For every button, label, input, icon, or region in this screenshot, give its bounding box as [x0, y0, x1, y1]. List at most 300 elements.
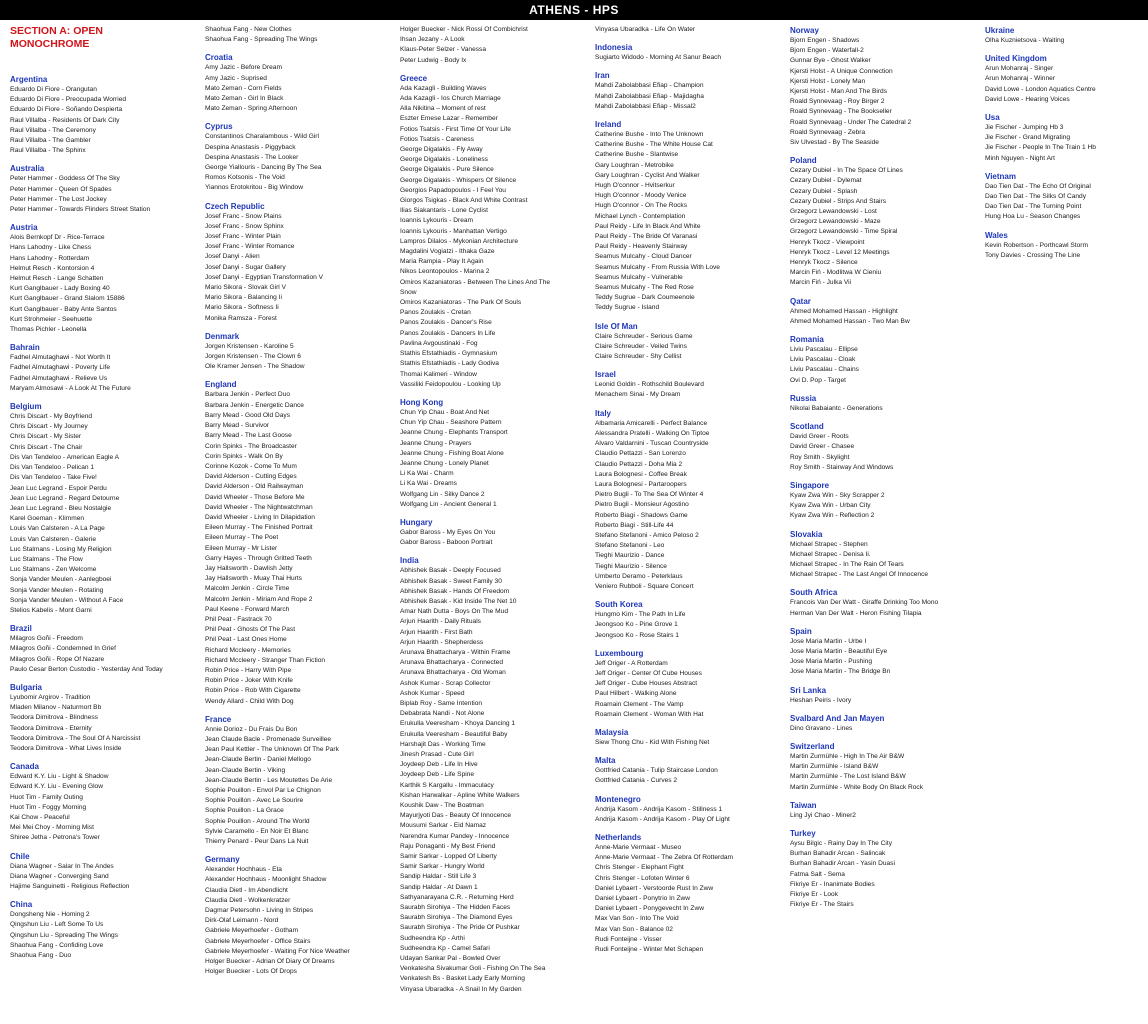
entry-item: Claire Schreuder - Serious Game: [595, 332, 693, 340]
country-group: [790, 25, 980, 148]
entry-item: Mladen Milanov - Naturmort Bb: [10, 704, 102, 712]
entry-item: Thomai Kalimeri - Window: [400, 370, 477, 378]
entry-item: Daniel Lybaert - Ponygevecht In Zww: [595, 905, 704, 913]
entry-item: Arun Mohanraj - Winner: [985, 75, 1055, 83]
entry-item: Seamus Mulcahy - Cloud Dancer: [595, 253, 692, 261]
entry-item: Corin Spinks - The Broadcaster: [205, 442, 297, 450]
country-heading: Malta: [595, 756, 616, 766]
entry-item: David Alderson - Cutting Edges: [205, 473, 297, 481]
entry-item: Fadhel Almutaghawi - Poverty Life: [10, 364, 111, 372]
entry-item: Huot Tim - Foggy Morning: [10, 803, 87, 811]
entry-item: Jeanne Chung - Elephants Transport: [400, 429, 508, 437]
entry-item: Michael Lynch - Contemplation: [595, 212, 686, 220]
country-group: [205, 25, 395, 45]
entry-item: Alla Nikitina – Moment of rest: [400, 105, 486, 113]
entry-item: George Digalakis - Loneliness: [400, 156, 488, 164]
country-group: [985, 112, 1148, 164]
entry-item: Henryk Tkocz - Level 12 Meetings: [790, 248, 890, 256]
country-heading: Montenegro: [595, 794, 641, 804]
entry-item: Kai Chow - Peaceful: [10, 813, 70, 821]
entry-item: Martin Zurmühle - High In The Air B&W: [790, 752, 905, 760]
entry-item: Henryk Tkocz - Viewpoint: [790, 238, 865, 246]
entry-item: Corinne Kozok - Come To Mum: [205, 462, 297, 470]
results-column-3: [400, 25, 590, 995]
entry-item: Claire Schreuder - Veiled Twins: [595, 342, 687, 350]
entry-item: Burhan Bahadir Arcan - Yasin Duasi: [790, 860, 895, 868]
entry-item: Lyubomir Argirov - Tradition: [10, 693, 91, 701]
entry-item: Arunava Bhattacharya - Within Frame: [400, 648, 511, 656]
country-group: [205, 52, 395, 114]
entry-item: Sudheendra Kp - Arthi: [400, 934, 465, 942]
entry-item: Paul Hilbert - Walking Alone: [595, 690, 677, 698]
entry-item: Chun Yip Chau - Seashore Pattern: [400, 419, 502, 427]
country-heading: England: [205, 380, 237, 390]
entry-item: Jay Hallsworth - Dawlish Jetty: [205, 564, 293, 572]
entry-item: Shiree Jetha - Petrona's Tower: [10, 834, 100, 842]
entry-item: Francois Van Der Watt - Giraffe Drinking Too Mono: [790, 599, 939, 607]
entry-item: Helmut Resch - Lange Schatten: [10, 275, 104, 283]
entry-item: Chris Discart - The Chair: [10, 443, 83, 451]
country-heading: United Kingdom: [985, 54, 1047, 64]
entry-item: Kevin Robertson - Porthcawl Storm: [985, 241, 1088, 249]
entry-item: Edward K.Y. Liu - Evening Glow: [10, 783, 103, 791]
entry-item: Jean Luc Legrand - Espoir Perdu: [10, 484, 107, 492]
entry-item: Sonja Vander Meulen - Rotating: [10, 586, 104, 594]
entry-item: Kurt Ganglbauer - Baby Ante Santos: [10, 305, 117, 313]
country-heading: Hong Kong: [400, 397, 444, 407]
entry-item: Josef Franc - Snow Plains: [205, 212, 282, 220]
entry-item: Gary Loughran - Metrobike: [595, 161, 674, 169]
entry-item: Jeongsoo Ko - Pine Grove 1: [595, 621, 678, 629]
country-heading: Malaysia: [595, 727, 629, 737]
entry-item: Heshan Peiris - Ivory: [790, 696, 852, 704]
entry-item: Martin Zurmühle - Island B&W: [790, 763, 879, 771]
results-column-1: [10, 25, 200, 961]
entry-item: Teddy Sugrue - Dark Coumeenole: [595, 294, 695, 302]
country-group: [790, 296, 980, 327]
entry-item: Paul Reidy - Heavenly Stairway: [595, 243, 688, 251]
country-group: [985, 25, 1148, 46]
entry-item: Fotios Tsatsis - First Time Of Your Life: [400, 125, 511, 133]
entry-item: Panos Zoulakis - Dancers In Life: [400, 329, 496, 337]
page-title: ATHENS - HPS: [529, 3, 619, 17]
entry-item: Milagros Goñi - Condemned In Grief: [10, 645, 116, 653]
entry-item: Chun Yip Chau - Boat And Net: [400, 408, 490, 416]
entry-item: Menachem Sinai - My Dream: [595, 391, 681, 399]
entry-item: Raul Villalba - The Ceremony: [10, 126, 96, 134]
entry-item: Daniel Lybaert - Verstoorde Rust In Zww: [595, 884, 714, 892]
entry-item: Magdalini Vogiatzi - Ithaka Gaze: [400, 248, 495, 256]
entry-item: Holger Buecker - Adrian Of Diary Of Dreams: [205, 958, 335, 966]
entry-item: Karel Goeman - Klimmen: [10, 515, 85, 523]
entry-item: Henryk Tkocz - Silence: [790, 259, 858, 267]
entry-item: Omiros Kazaniatoras - Between The Lines And The Snow: [400, 278, 551, 296]
entry-item: Udayan Sankar Pal - Bowled Over: [400, 955, 501, 963]
entry-item: Jean-Claude Bertin - Daniel Mellogo: [205, 756, 311, 764]
entry-item: Herman Van Der Walt - Heron Fishing Tilapia: [790, 609, 922, 617]
entry-item: Kyaw Zwa Win - Reflection 2: [790, 512, 875, 520]
country-heading: Slovakia: [790, 529, 823, 539]
country-heading: Argentina: [10, 75, 48, 84]
entry-item: Raju Ponaganti - My Best Friend: [400, 842, 496, 850]
entry-item: Paul Keene - Forward March: [205, 605, 290, 613]
entry-item: Pavlina Avgoustinaki - Fog: [400, 339, 478, 347]
entry-item: Luc Stalmans - Zen Welcome: [10, 566, 97, 574]
entry-item: Claudio Pettazzi - San Lorenzo: [595, 450, 686, 458]
country-group: [985, 230, 1148, 261]
entry-item: Giorgos Tsigkas - Black And White Contrast: [400, 197, 528, 205]
country-group: [790, 393, 980, 414]
entry-item: Arjun Haarith - First Bath: [400, 628, 473, 636]
entry-item: Lampros Dilalos - Mykonian Architecture: [400, 237, 519, 245]
country-heading: Russia: [790, 393, 817, 403]
entry-item: Eszter Emese Lazar - Remember: [400, 115, 498, 123]
entry-item: Sandip Haldar - At Dawn 1: [400, 883, 478, 891]
country-heading: South Africa: [790, 588, 838, 598]
entry-item: Kyaw Zwa Win - Urban City: [790, 502, 871, 510]
entry-item: Jeanne Chung - Lonely Planet: [400, 459, 489, 467]
country-heading: Taiwan: [790, 800, 817, 810]
entry-item: George Yiallouris - Dancing By The Sea: [205, 164, 322, 172]
country-heading: Wales: [985, 230, 1008, 240]
entry-item: Andrija Kasom - Andrija Kasom - Stillness 1: [595, 805, 723, 813]
entry-item: Corin Spinks - Walk On By: [205, 452, 283, 460]
entry-item: Dao Tien Dat - The Echo Of Original: [985, 182, 1091, 190]
country-group: [205, 854, 395, 977]
entry-item: Fadhel Almutaghawi - Relieve Us: [10, 374, 108, 382]
entry-item: Amar Nath Dutta - Boys On The Mud: [400, 608, 508, 616]
entry-item: Yiannos Erotokritou - Big Window: [205, 184, 303, 192]
entry-item: Peter Hammer - The Lost Jockey: [10, 195, 107, 203]
entry-item: Kjersti Holst - Man And The Birds: [790, 88, 887, 96]
entry-item: Stefano Stefanoni - Leo: [595, 542, 665, 550]
entry-item: Minh Nguyen - Night Art: [985, 154, 1055, 162]
entry-item: Daniel Lybaert - Ponytrio In Zww: [595, 895, 691, 902]
entry-item: Roberto Biagi - Shadows Game: [595, 511, 688, 519]
entry-item: Sophie Pouillon - Envol Par Le Chignon: [205, 787, 321, 794]
country-group: [790, 713, 980, 734]
country-heading: Luxembourg: [595, 648, 644, 658]
results-column-2: [205, 25, 395, 977]
country-heading: Italy: [595, 408, 612, 418]
entry-item: Romos Kotsonis - The Void: [205, 174, 285, 182]
entry-item: Milagros Goñi - Freedom: [10, 635, 83, 643]
entry-item: Josef Franc - Snow Sphinx: [205, 222, 284, 230]
country-heading: Greece: [400, 73, 428, 83]
country-heading: Iran: [595, 71, 610, 81]
country-group: [595, 70, 785, 112]
entry-item: Amy Jazic - Suprised: [205, 74, 267, 82]
entry-item: Dongsheng Nie - Homing 2: [10, 911, 90, 919]
country-heading: Sri Lanka: [790, 685, 827, 695]
entry-item: Seamus Mulcahy - Vulnerable: [595, 273, 683, 281]
entry-item: Josef Danyi - Sugar Gallery: [205, 263, 286, 271]
entry-item: Alexander Hochhaus - Eta: [205, 866, 282, 874]
entry-item: Jean Paul Kettler - The Unknown Of The Park: [205, 746, 339, 754]
entry-item: Maryam Almosawi - A Look At The Future: [10, 384, 131, 392]
country-group: [790, 334, 980, 386]
country-group: [595, 794, 785, 825]
entry-item: David Lowe - Hearing Voices: [985, 95, 1070, 103]
entry-item: Helmut Resch - Kontorsion 4: [10, 264, 95, 272]
entry-item: Jean-Claude Bertin - Les Moutettes De Arie: [205, 776, 333, 784]
entry-item: Louis Van Calsteren - Galerie: [10, 535, 97, 543]
entry-item: Ilias Siakantaris - Lone Cyclist: [400, 207, 488, 215]
country-heading: Hungary: [400, 517, 433, 527]
entry-item: Barry Mead - The Last Goose: [205, 432, 292, 440]
entry-item: Ada Kazagli - Ios Church Marriage: [400, 95, 501, 103]
entry-item: Dis Van Tendeloo - Take Five!: [10, 474, 97, 482]
entry-item: Jeanne Chung - Fishing Boat Alone: [400, 449, 504, 457]
entry-item: Phil Peat - Fastrack 70: [205, 615, 272, 623]
entry-item: Jean Claude Bacle - Promenade Surveillee: [205, 735, 332, 743]
entry-item: Raul Villalba - The Gambler: [10, 137, 91, 145]
entry-item: Michael Strapec - Stephen: [790, 540, 868, 548]
entry-item: Paul Reidy - Life In Black And White: [595, 222, 701, 230]
entry-item: Mahdi Zabolabbasi Efiap - Missal2: [595, 102, 696, 110]
country-heading: Poland: [790, 156, 817, 166]
country-heading: Ukraine: [985, 26, 1015, 35]
entry-item: Richard Mccleery - Stranger Than Fiction: [205, 656, 326, 664]
entry-item: Despina Anastasis - Piggyback: [205, 143, 296, 151]
entry-item: Siew Thong Chu - Kid With Fishing Net: [595, 738, 710, 746]
entry-item: Cezary Dubiel - Splash: [790, 187, 858, 195]
entry-item: Kyaw Zwa Win - Sky Scrapper 2: [790, 491, 885, 499]
entry-item: Thierry Penard - Peur Dans La Nuit: [205, 838, 309, 846]
entry-item: Dis Van Tendeloo - American Eagle A: [10, 453, 119, 461]
entry-item: Michael Strapec - Denisa Ii.: [790, 550, 871, 558]
country-group: [790, 155, 980, 288]
entry-item: Veniero Rubboli - Square Concert: [595, 582, 694, 590]
entry-item: Jie Fischer - Grand Migrating: [985, 134, 1071, 142]
entry-item: Liviu Pascalau - Ellipse: [790, 346, 858, 354]
entry-item: Michael Strapec - In The Rain Of Tears: [790, 560, 904, 568]
entry-item: Laura Bolognesi - Partaroopers: [595, 480, 687, 488]
country-heading: Israel: [595, 370, 616, 380]
entry-item: Jean Luc Legrand - Regard Detourne: [10, 494, 120, 502]
entry-item: David Greer - Chasee: [790, 443, 855, 451]
entry-item: Stathis Efstathiadis - Lady Godiva: [400, 360, 499, 368]
country-group: [790, 421, 980, 473]
entry-item: Omiros Kazaniatoras - The Park Of Souls: [400, 299, 522, 307]
entry-item: Samir Sarkar - Lopped Of Liberty: [400, 853, 497, 861]
entry-item: Ole Kramer Jensen - The Shadow: [205, 363, 305, 371]
country-heading: Cyprus: [205, 122, 233, 132]
entry-item: Claire Schreuder - Shy Cellist: [595, 353, 682, 361]
entry-item: Diana Wagner - Converging Sand: [10, 872, 109, 880]
entry-item: Sylvie Caramello - En Noir Et Blanc: [205, 827, 309, 835]
entry-item: Grzegorz Lewandowski - Time Spiral: [790, 228, 898, 236]
entry-item: Arun Mohanraj - Singer: [985, 65, 1054, 73]
entry-item: Josef Franc - Winter Plain: [205, 233, 281, 241]
entry-item: Sonja Vander Meulen - Aanlegboei: [10, 576, 112, 584]
entry-item: Martin Zurmühle - The Lost Island B&W: [790, 773, 906, 781]
country-heading: Singapore: [790, 480, 830, 490]
country-group: [595, 119, 785, 314]
entry-item: Shaohua Fang - Duo: [10, 952, 72, 960]
entry-item: Eduardo Di Fiore - Orangutan: [10, 86, 97, 93]
entry-item: Sathyanarayana C.R. - Returning Herd: [400, 893, 514, 901]
entry-item: David Alderson - Old Railwayman: [205, 483, 304, 491]
entry-item: Mario Sikora - Balancing Ii: [205, 294, 282, 302]
entry-item: Kurt Ganglbauer - Grand Slalom 15886: [10, 295, 125, 303]
entry-item: Jean Luc Legrand - Bleu Nostalgie: [10, 504, 112, 512]
entry-item: Teodora Dimitrova - The Soul Of A Narcissist: [10, 734, 141, 742]
country-group: [595, 408, 785, 592]
entry-item: Debabrata Nandi - Not Alone: [400, 710, 485, 718]
country-heading: Bulgaria: [10, 682, 43, 692]
country-group: [10, 623, 200, 675]
entry-item: George Digalakis - Fly Away: [400, 146, 483, 154]
entry-item: Abhishek Basak - Deeply Focused: [400, 567, 501, 575]
entry-item: Jean-Claude Bertin - Viking: [205, 766, 286, 774]
country-heading: Qatar: [790, 296, 811, 306]
country-group: [595, 599, 785, 641]
country-heading: Usa: [985, 113, 1000, 123]
entry-item: Gary Loughran - Cyclist And Walker: [595, 171, 700, 179]
entry-item: Andrija Kasom - Andrija Kasom - Play Of Light: [595, 815, 730, 823]
entry-item: Sudheendra Kp - Camel Safari: [400, 944, 490, 952]
entry-item: Roy Smith - Stairway And Windows: [790, 463, 894, 471]
entry-item: Shaohua Fang - New Clothes: [205, 26, 292, 33]
entry-item: Ahmed Mohamed Hassan - Highlight: [790, 307, 898, 315]
entry-item: Jay Hallsworth - Muay Thai Hurts: [205, 575, 302, 583]
entry-item: Jose Maria Martin - The Bridge Bn: [790, 668, 891, 676]
entry-item: Barbara Jenkin - Energetic Dance: [205, 401, 304, 409]
entry-item: Robin Price - Harry With Pipe: [205, 666, 292, 674]
entry-item: Nikos Leontopoulos - Marina 2: [400, 268, 490, 276]
country-group: [205, 121, 395, 193]
country-group: [595, 832, 785, 955]
country-group: [205, 714, 395, 847]
entry-item: Gottfried Catania - Tulip Staircase London: [595, 767, 718, 775]
entry-item: Jose Maria Martin - Pushing: [790, 658, 873, 666]
results-column-4: [595, 25, 785, 955]
entry-item: Peter Hammer - Goddess Of The Sky: [10, 175, 120, 183]
country-heading: France: [205, 714, 232, 724]
entry-item: Hung Hoa Lu - Season Changes: [985, 213, 1081, 221]
entry-item: Sugiarto Widodo - Morning At Sanur Beach: [595, 54, 722, 62]
country-heading: Romania: [790, 335, 824, 345]
entry-item: Jorgen Kristensen - The Clown 6: [205, 353, 301, 361]
entry-item: Ioannis Lykouris - Dream: [400, 217, 474, 225]
entry-item: Biplab Roy - Same Intention: [400, 699, 483, 707]
entry-item: Georgios Papadopoulos - I Feel You: [400, 186, 506, 194]
country-group: [595, 42, 785, 63]
country-group: [595, 727, 785, 748]
entry-item: Eileen Murray - The Poet: [205, 534, 279, 542]
country-group: [10, 222, 200, 335]
results-column-6: [985, 25, 1148, 261]
results-column-5: [790, 25, 980, 910]
entry-item: Abhishek Basak - Kid Inside The Net 10: [400, 597, 517, 605]
entry-item: Mousumi Sarkar - Eid Namaz: [400, 822, 487, 830]
entry-item: Venkatesha Sivakumar Goli - Fishing On The Sea: [400, 965, 546, 973]
entry-item: Jorgen Kristensen - Karoline 5: [205, 342, 294, 350]
entry-item: Alois Bernkopf Dr - Rice-Terrace: [10, 234, 105, 242]
entry-item: Josef Franc - Winter Romance: [205, 243, 295, 251]
entry-item: Mato Zeman - Spring Afternoon: [205, 105, 297, 113]
entry-item: Stelios Kabelis - Mont Garni: [10, 606, 92, 614]
country-heading: China: [10, 900, 33, 910]
entry-item: Luc Stalmans - Losing My Religion: [10, 545, 112, 553]
entry-item: Fotios Tsatsis - Careness: [400, 135, 474, 143]
entry-item: Jie Fischer - Jumping Hb 3: [985, 124, 1064, 132]
entry-item: Monika Ramsza - Forest: [205, 314, 277, 322]
entry-item: Liviu Pascalau - Chains: [790, 366, 859, 374]
entry-item: Narendra Kumar Pandey - Innocence: [400, 832, 510, 840]
entry-item: Sophie Pouillon - La Grace: [205, 807, 284, 815]
entry-item: Phil Peat - Last Ones Home: [205, 636, 287, 644]
entry-item: Richard Mccleery - Memories: [205, 646, 291, 654]
entry-item: Gottfried Catania - Curves 2: [595, 777, 678, 785]
country-group: [10, 761, 200, 843]
country-heading: Isle Of Man: [595, 321, 638, 331]
country-heading: South Korea: [595, 600, 643, 610]
entry-item: Ioannis Lykouris - Manhattan Vertigo: [400, 227, 507, 235]
entry-item: Stathis Efstathiadis - Gymnasium: [400, 350, 498, 358]
entry-item: Shaohua Fang - Confiding Love: [10, 941, 104, 949]
entry-item: Vinyasa Ubaradka - A Snail In My Garden: [400, 985, 522, 993]
entry-item: Barbara Jenkin - Perfect Duo: [205, 391, 291, 399]
entry-item: Kurt Ganglbauer - Lady Boxing 40: [10, 285, 110, 293]
entry-item: Hugh O'connor - Hvitserkur: [595, 182, 675, 190]
country-group: [790, 480, 980, 522]
country-group: [790, 741, 980, 793]
entry-item: Mahdi Zabolabbasi Efiap - Champion: [595, 82, 704, 90]
entry-item: Li Ka Wai - Dreams: [400, 480, 457, 488]
entry-item: Kishan Harwalkar - Apline White Walkers: [400, 791, 520, 799]
entry-item: Eileen Murray - The Finished Portrait: [205, 524, 313, 532]
entry-item: Umberto Deramo - Peterklaus: [595, 572, 683, 580]
entry-item: Saurabh Sirohiya - The Hidden Faces: [400, 904, 511, 912]
entry-item: Leonid Goldin - Rothschild Boulevard: [595, 381, 704, 389]
entry-item: Josef Danyi - Alien: [205, 253, 260, 261]
section-title: SECTION A: OPEN MONOCHROME: [10, 25, 103, 50]
entry-item: Liviu Pascalau - Cloak: [790, 356, 856, 364]
entry-item: Wendy Allard - Child With Dog: [205, 697, 294, 705]
country-heading: Switzerland: [790, 741, 835, 751]
entry-item: Marcin Fiń - Modlitwa W Cieniu: [790, 269, 882, 277]
entry-item: Bjorn Engen - Waterfall-2: [790, 47, 864, 55]
entry-item: Fikriye Er - Look: [790, 890, 838, 898]
country-heading: Canada: [10, 762, 39, 772]
entry-item: Kjersti Holst - A Unique Connection: [790, 67, 893, 75]
entry-item: Jeff Origer - Center Of Cube Houses: [595, 669, 702, 677]
entry-item: Qingshun Liu - Left Some To Us: [10, 921, 104, 929]
country-group: [790, 685, 980, 706]
country-group: [205, 201, 395, 324]
country-group: [985, 53, 1148, 105]
entry-item: Bjorn Engen - Shadows: [790, 37, 860, 44]
entry-item: Cezary Dubiel - In The Space Of Lines: [790, 167, 903, 175]
entry-item: Jeff Origer - A Rotterdam: [595, 659, 668, 667]
entry-item: Roald Synnevaag - Roy Birger 2: [790, 98, 885, 106]
entry-item: Edward K.Y. Liu - Light & Shadow: [10, 773, 109, 781]
entry-item: Joydeep Deb - Life Spine: [400, 771, 475, 779]
entry-item: Ahmed Mohamed Hassan - Two Man Bw: [790, 317, 910, 325]
entry-item: Seamus Mulcahy - From Russia With Love: [595, 263, 720, 271]
country-heading: Chile: [10, 851, 30, 861]
country-group: [790, 529, 980, 581]
entry-item: Robin Price - Rob With Cigarette: [205, 687, 301, 695]
page-title-bar: [0, 0, 1148, 20]
entry-item: Alvaro Valdarnini - Tuscan Countryside: [595, 440, 709, 448]
country-group: [400, 25, 590, 66]
entry-item: Gabriele Meyerhoefer - Gotham: [205, 927, 299, 935]
country-group: [595, 321, 785, 363]
country-group: [205, 379, 395, 706]
